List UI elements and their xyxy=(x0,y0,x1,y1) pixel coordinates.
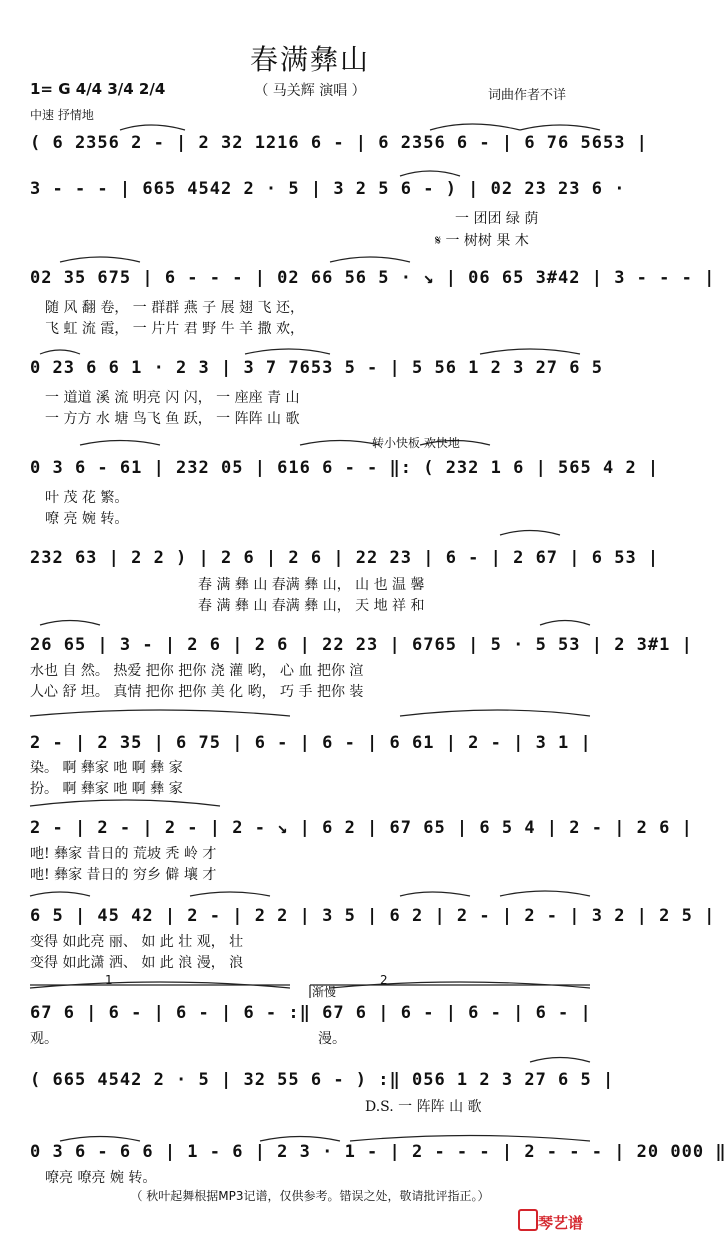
author-credit: 词曲作者不详 xyxy=(488,88,567,103)
system-11-lyric-1: 观。 xyxy=(30,1031,58,1047)
system-10-notes: 6 5 | 45 42 | 2 - | 2 2 | 3 5 | 6 2 | 2 - | 2 - | 3 2 | 2 5 | xyxy=(30,906,716,926)
system-11-lyric-2: 漫。 xyxy=(318,1031,346,1047)
system-6-notes: 232 63 | 2 2 ) | 2 6 | 2 6 | 22 23 | 6 - | 2 67 | 6 53 | xyxy=(30,548,660,568)
tempo-marking: 中速 抒情地 xyxy=(30,108,94,122)
system-13-notes: 0 3 6 - 6 6 | 1 - 6 | 2 3 · 1 - | 2 - - - | 2 - - - | 20 000 ‖ xyxy=(30,1142,727,1162)
volta-1-label: 1 xyxy=(105,973,113,987)
footer-note: （ 秋叶起舞根据MP3记谱，仅供参考。错误之处，敬请批评指正。） xyxy=(130,1189,490,1203)
system-9-notes: 2 - | 2 - | 2 - | 2 - ↘ | 6 2 | 67 65 | 6 5 4 | 2 - | 2 6 | xyxy=(30,818,693,838)
system-3-lyric-1: 随 风 翻 卷， 一 群群 燕 子 展 翅 飞 还， xyxy=(45,300,304,316)
system-4-lyric-1: 一 道道 溪 流 明亮 闪 闪， 一 座座 青 山 xyxy=(45,390,300,406)
system-5-lyric-1: 叶 茂 花 繁。 xyxy=(45,490,129,506)
system-9-lyric-2: 吔! 彝家 昔日的 穷乡 僻 壤 才 xyxy=(30,867,217,883)
site-logo[interactable]: 琴艺谱 xyxy=(538,1214,584,1232)
system-5-lyric-2: 嘹 亮 婉 转。 xyxy=(45,511,129,527)
system-7-notes: 26 65 | 3 - | 2 6 | 2 6 | 22 23 | 6765 | 5 · 5 53 | 2 3#1 | xyxy=(30,635,693,655)
tempo-change-label: 转小快板 欢快地 xyxy=(372,436,460,450)
system-2-notes: 3 - - - | 665 4542 2 · 5 | 3 2 5 6 - ) | 02 23 23 6 · xyxy=(30,179,626,199)
system-8-lyric-1: 染。 啊 彝家 吔 啊 彝 家 xyxy=(30,760,183,776)
system-13-lyric-1: 嘹亮 嘹亮 婉 转。 xyxy=(45,1170,157,1186)
key-signature: 1= G 4/4 3/4 2/4 xyxy=(30,80,166,98)
system-12-lyric-1: D.S. 一 阵阵 山 歌 xyxy=(365,1099,482,1115)
system-12-notes: ( 665 4542 2 · 5 | 32 55 6 - ) :‖ 056 1 2 3 27 6 5 | xyxy=(30,1070,615,1090)
system-10-lyric-1: 变得 如此亮 丽、 如 此 壮 观， 壮 xyxy=(30,934,244,950)
system-8-lyric-2: 扮。 啊 彝家 吔 啊 彝 家 xyxy=(30,781,183,797)
song-title: 春满彝山 xyxy=(249,43,370,76)
system-2-lyric-1: 一 团团 绿 荫 xyxy=(455,211,539,227)
system-3-notes: 02 35 675 | 6 - - - | 02 66 56 5 · ↘ | 06 65 3#42 | 3 - - - | xyxy=(30,268,716,288)
ritardando-label: 渐慢 xyxy=(312,985,337,999)
system-4-lyric-2: 一 方方 水 塘 鸟飞 鱼 跃， 一 阵阵 山 歌 xyxy=(45,411,300,427)
system-7-lyric-2: 人心 舒 坦。 真情 把你 把你 美 化 哟， 巧 手 把你 装 xyxy=(30,684,364,700)
system-7-lyric-1: 水也 自 然。 热爱 把你 把你 浇 灌 哟， 心 血 把你 渲 xyxy=(30,663,364,679)
system-3-lyric-2: 飞 虹 流 霞， 一 片片 君 野 牛 羊 撒 欢， xyxy=(45,321,304,337)
singer-credit: （ 马关辉 演唱 ） xyxy=(254,83,366,99)
volta-2-label: 2 xyxy=(380,973,388,987)
system-1-notes: ( 6 2356 2 - | 2 32 1216 6 - | 6 2356 6 - | 6 76 5653 | xyxy=(30,133,648,153)
system-4-notes: 0 23 6 6 1 · 2 3 | 3 7 7653 5 - | 5 56 1 2 3 27 6 5 xyxy=(30,358,603,378)
system-6-lyric-1: 春 满 彝 山 春满 彝 山， 山 也 温 馨 xyxy=(198,577,425,593)
system-11-notes: 67 6 | 6 - | 6 - | 6 - :‖ 67 6 | 6 - | 6 - | 6 - | xyxy=(30,1003,592,1023)
system-10-lyric-2: 变得 如此潇 洒、 如 此 浪 漫， 浪 xyxy=(30,955,244,971)
qinyipu-logo-icon xyxy=(518,1209,538,1231)
system-5-notes: 0 3 6 - 61 | 232 05 | 616 6 - - ‖: ( 232 1 6 | 565 4 2 | xyxy=(30,458,660,478)
system-8-notes: 2 - | 2 35 | 6 75 | 6 - | 6 - | 6 61 | 2 - | 3 1 | xyxy=(30,733,592,753)
system-2-lyric-2: 𝄋 一 树树 果 木 xyxy=(435,233,529,249)
system-9-lyric-1: 吔! 彝家 昔日的 荒坡 秃 岭 才 xyxy=(30,846,217,862)
system-6-lyric-2: 春 满 彝 山 春满 彝 山， 天 地 祥 和 xyxy=(198,598,425,614)
